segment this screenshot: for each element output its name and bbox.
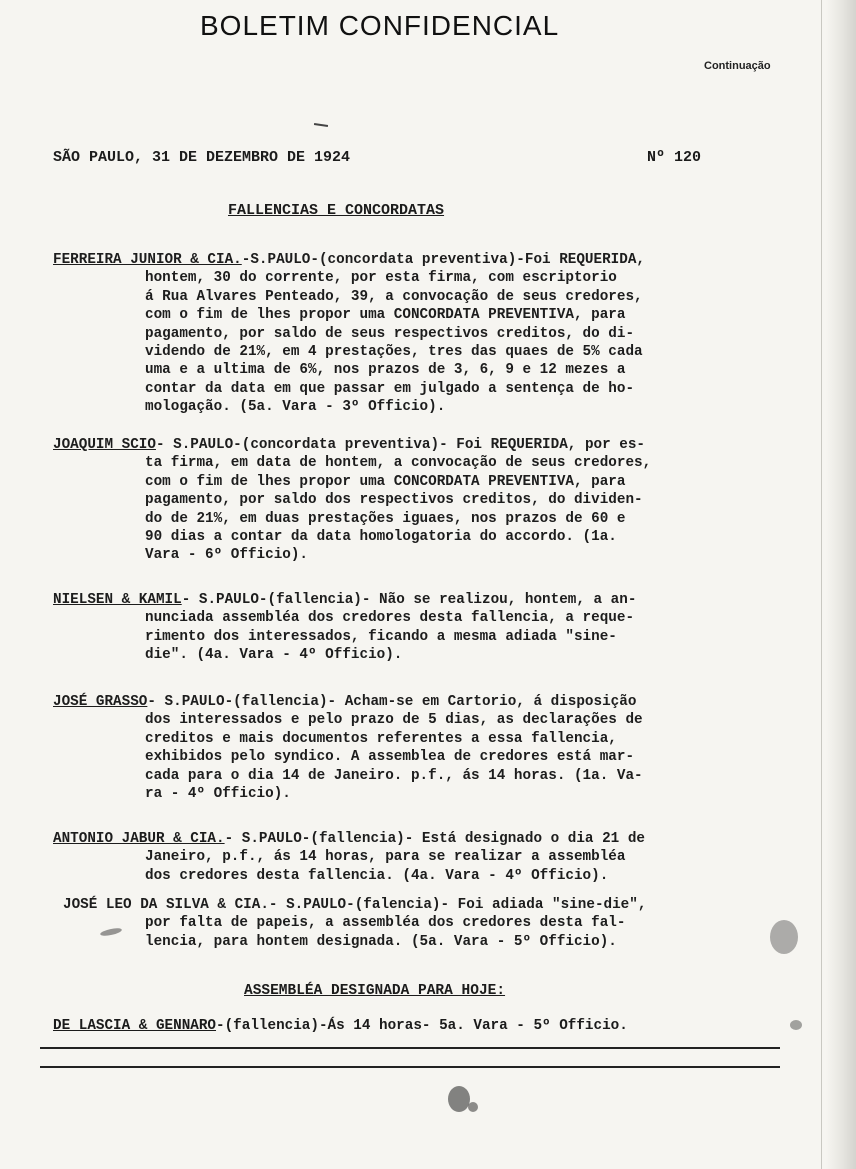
entry-text-line: cada para o dia 14 de Janeiro. p.f., ás 14 horas. (1a. Va- bbox=[145, 767, 643, 784]
entry-text-line: ra - 4º Officio). bbox=[145, 786, 291, 803]
page-fold-line bbox=[821, 0, 822, 1169]
entry-text-line: Janeiro, p.f., ás 14 horas, para se realizar a assembléa bbox=[145, 849, 626, 866]
entry-joaquim-scio bbox=[53, 436, 763, 565]
ink-smudge bbox=[790, 1020, 802, 1030]
entry-text-line: dos credores desta fallencia. (4a. Vara - 4º Officio). bbox=[145, 867, 609, 884]
entry-text-line: Vara - 6º Officio). bbox=[145, 547, 309, 564]
entry-name: FERREIRA JUNIOR & CIA. bbox=[53, 252, 242, 268]
entry-text-line: á Rua Alvares Penteado, 39, a convocação de seus credores, bbox=[145, 288, 643, 305]
ink-mark bbox=[314, 123, 328, 127]
entry-text-line: com o fim de lhes propor uma CONCORDATA PREVENTIVA, para bbox=[145, 307, 626, 324]
entry-text-line: -S.PAULO-(concordata preventiva)-Foi REQUERIDA, bbox=[241, 252, 645, 268]
entry-text-line: - S.PAULO-(concordata preventiva)- Foi REQUERIDA, por es- bbox=[155, 437, 646, 453]
section-title: FALLENCIAS E CONCORDATAS bbox=[228, 202, 445, 219]
assembly-entry-text: -(fallencia)-Ás 14 horas- 5a. Vara - 5º Officio. bbox=[216, 1018, 628, 1034]
divider-rule bbox=[40, 1066, 780, 1068]
entry-text-line: 90 dias a contar da data homologatoria do accordo. (1a. bbox=[145, 529, 617, 546]
entry-text-line: - S.PAULO-(falencia)- Foi adiada "sine-die", bbox=[268, 897, 647, 913]
place-date: SÃO PAULO, 31 DE DEZEMBRO DE 1924 bbox=[53, 149, 351, 166]
entry-first-line bbox=[63, 896, 773, 914]
entry-text-line: pagamento, por saldo de seus respectivos creditos, do di- bbox=[145, 325, 635, 342]
ink-smudge bbox=[448, 1086, 470, 1112]
entry-name: ANTONIO JABUR & CIA. bbox=[53, 831, 225, 847]
entry-text-line: uma e a ultima de 6%, nos prazos de 3, 6, 9 e 12 mezes a bbox=[145, 362, 626, 379]
entry-name: JOSÉ LEO DA SILVA & CIA. bbox=[63, 897, 269, 913]
entry-text-line: dos interessados e pelo prazo de 5 dias, as declarações de bbox=[145, 712, 643, 729]
entry-text-line: contar da data em que passar em julgado a sentença de ho- bbox=[145, 380, 635, 397]
entry-text-line: com o fim de lhes propor uma CONCORDATA PREVENTIVA, para bbox=[145, 473, 626, 490]
entry-name: JOAQUIM SCIO bbox=[53, 437, 156, 453]
entry-antonio-jabur bbox=[53, 830, 763, 885]
entry-first-line bbox=[53, 251, 763, 269]
issue-number: Nº 120 bbox=[647, 149, 702, 166]
entry-jose-grasso bbox=[53, 693, 763, 803]
entry-name: NIELSEN & KAMIL bbox=[53, 592, 182, 608]
entry-text-line: do de 21%, em duas prestações iguaes, nos prazos de 60 e bbox=[145, 510, 626, 527]
entry-ferreira-junior bbox=[53, 251, 763, 417]
bulletin-title: BOLETIM CONFIDENCIAL bbox=[200, 10, 560, 41]
entry-text-line: rimento dos interessados, ficando a mesma adiada "sine- bbox=[145, 628, 617, 645]
divider-rule bbox=[40, 1047, 780, 1049]
entry-first-line bbox=[53, 830, 763, 848]
entry-text-line: ta firma, em data de hontem, a convocação de seus credores, bbox=[145, 455, 652, 472]
entry-text-line: lencia, para hontem designada. (5a. Vara - 5º Officio). bbox=[145, 933, 617, 950]
entry-first-line bbox=[53, 591, 763, 609]
entry-text-line: creditos e mais documentos referentes a essa fallencia, bbox=[145, 730, 617, 747]
entry-text-line: nunciada assembléa dos credores desta fallencia, a reque- bbox=[145, 610, 635, 627]
entry-text-line: die". (4a. Vara - 4º Officio). bbox=[145, 647, 403, 664]
entry-text-line: por falta de papeis, a assembléa dos credores desta fal- bbox=[145, 915, 626, 932]
entry-text-line: exhibidos pelo syndico. A assemblea de credores está mar- bbox=[145, 749, 635, 766]
entry-text-line: videndo de 21%, em 4 prestações, tres das quaes de 5% cada bbox=[145, 344, 643, 361]
continuation-label: Continuação bbox=[704, 60, 771, 72]
entry-text-line: pagamento, por saldo dos respectivos creditos, do dividen- bbox=[145, 492, 643, 509]
entry-text-line: - S.PAULO-(fallencia)- Está designado o dia 21 de bbox=[224, 831, 645, 847]
entry-name: JOSÉ GRASSO bbox=[53, 694, 148, 710]
entry-text-line: - S.PAULO-(fallencia)- Não se realizou, hontem, a an- bbox=[181, 592, 637, 608]
entry-jose-leo-da-silva bbox=[63, 896, 773, 951]
assembly-entry-name: DE LASCIA & GENNARO bbox=[53, 1018, 217, 1034]
page-edge-shadow bbox=[826, 0, 856, 1169]
assembly-heading: ASSEMBLÉA DESIGNADA PARA HOJE: bbox=[244, 983, 506, 999]
ink-smudge bbox=[770, 920, 798, 954]
ink-smudge bbox=[468, 1102, 478, 1112]
entry-text-line: hontem, 30 do corrente, por esta firma, com escriptorio bbox=[145, 270, 617, 287]
entry-first-line bbox=[53, 436, 763, 454]
entry-text-line: - S.PAULO-(fallencia)- Acham-se em Cartorio, á disposição bbox=[147, 694, 637, 710]
entry-text-line: mologação. (5a. Vara - 3º Officio). bbox=[145, 399, 446, 416]
entry-nielsen-kamil bbox=[53, 591, 763, 665]
assembly-entry bbox=[53, 1018, 628, 1034]
entry-first-line bbox=[53, 693, 763, 711]
